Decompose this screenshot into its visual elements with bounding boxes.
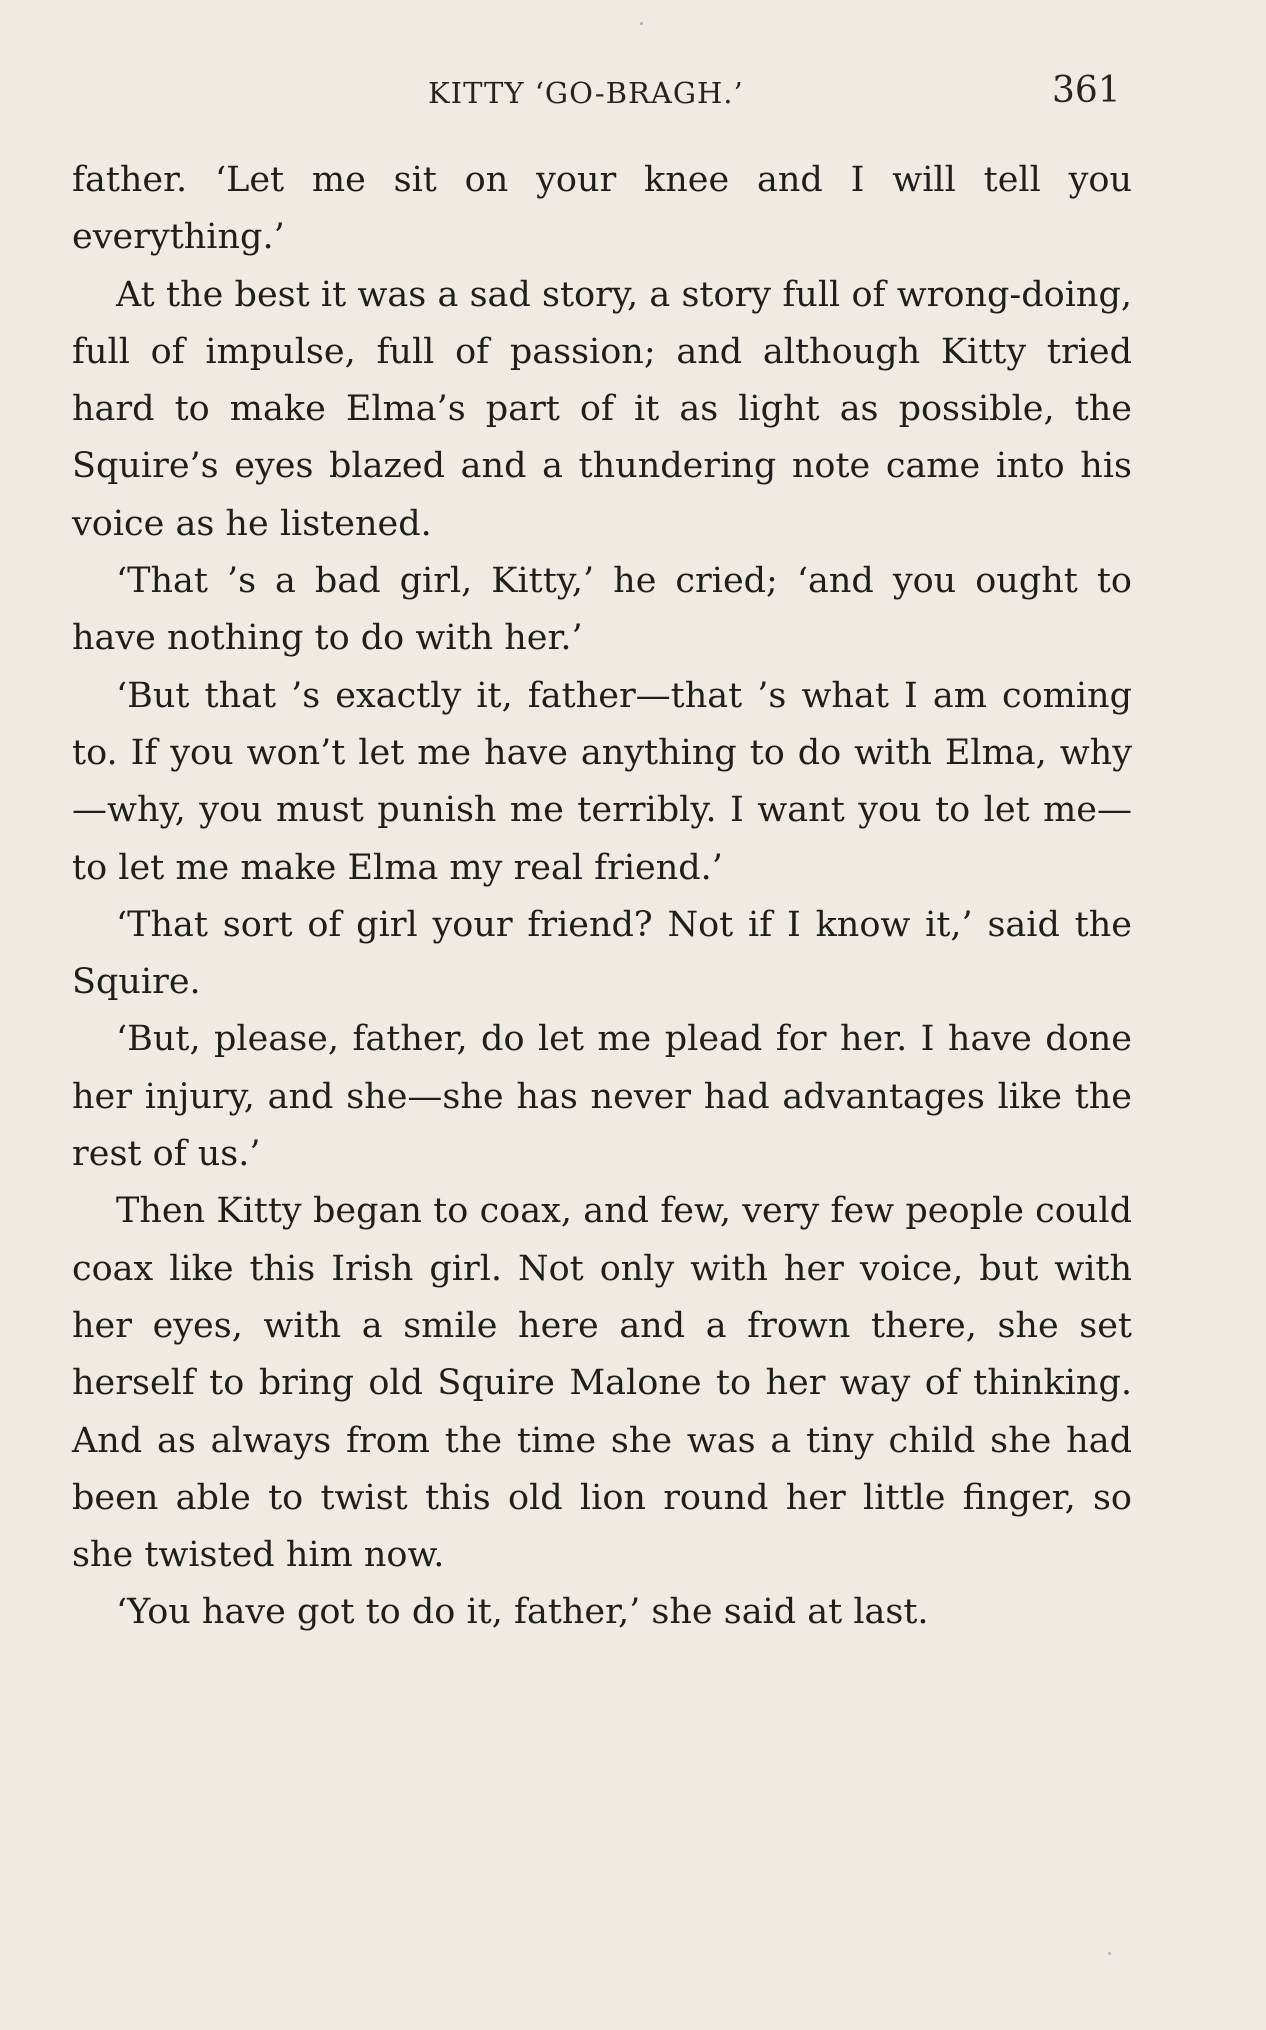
paragraph-2: At the best it was a sad story, a story full of wrong-doing, full of impulse, full of passion; and although Kitty tried hard to make Elma’s part of it as light as possible, the Squire’s eyes blazed and a thundering note came into his voice as he listened. — [72, 274, 1132, 544]
page-number: 361 — [1052, 70, 1121, 111]
paragraph-4: ‘But that ’s exactly it, father—that ’s what I am coming to. If you won’t let me have anything to do with Elma, why—why, you must punish me terribly. I want you to let me—to let me make Elma my real friend.’ — [72, 675, 1132, 888]
paragraph-3: ‘That ’s a bad girl, Kitty,’ he cried; ‘and you ought to have nothing to do with her.’ — [72, 561, 1132, 659]
paragraph-6: ‘But, please, father, do let me plead for her. I have done her injury, and she—she has never had advantages like the rest of us.’ — [72, 1019, 1132, 1175]
running-head — [0, 68, 1266, 118]
paragraph-5: ‘That sort of girl your friend? Not if I know it,’ said the Squire. — [72, 904, 1132, 1003]
paper-speck — [640, 22, 643, 25]
paragraph-1: father. ‘Let me sit on your knee and I will tell you everything.’ — [72, 160, 1132, 258]
body-text — [72, 152, 1132, 1642]
paragraph-8: ‘You have got to do it, father,’ she said at last. — [116, 1592, 929, 1633]
paragraph-7: Then Kitty began to coax, and few, very few people could coax like this Irish girl. Not only with her voice, but with her eyes, with a smile here and a frown there, she set herself to bring old Squire Malone to her way of thinking. And as always from the time she was a tiny child she had been able to twist this old lion round her little finger, so she twisted him now. — [72, 1191, 1132, 1576]
running-title: KITTY ‘GO-BRAGH.’ — [428, 76, 744, 110]
paper-speck — [1108, 1952, 1111, 1955]
